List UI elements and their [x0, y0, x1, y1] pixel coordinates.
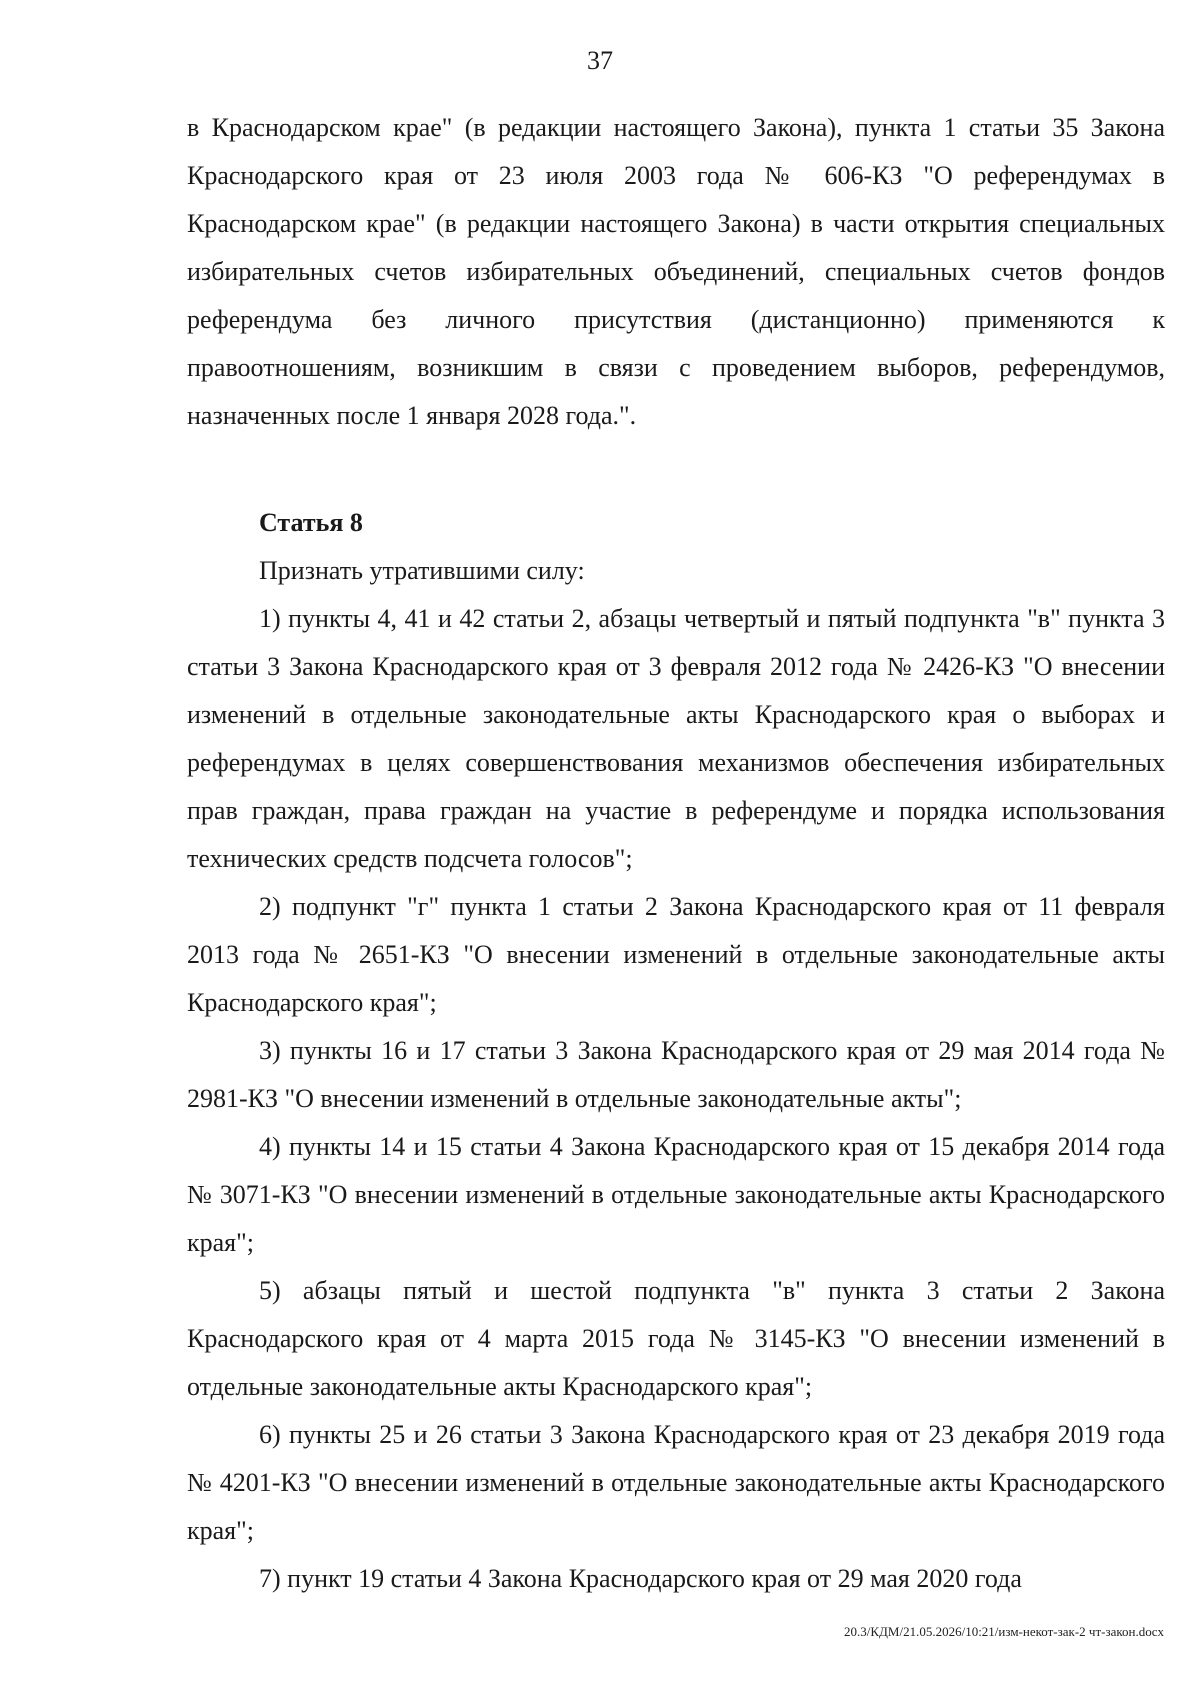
article-item-7: 7) пункт 19 статьи 4 Закона Краснодарского края от 29 мая 2020 года — [259, 1564, 1022, 1593]
article-intro: Признать утратившими силу: — [259, 556, 585, 585]
article-item-5: 5) абзацы пятый и шестой подпункта "в" пункта 3 статьи 2 Закона Краснодарского края от 4 марта 2015 года № 3145-КЗ "О внесении изменений в отдельные законодательные акты Краснодарского края"; — [187, 1276, 1165, 1401]
article-item-6: 6) пункты 25 и 26 статьи 3 Закона Краснодарского края от 23 декабря 2019 года № 4201-КЗ "О внесении изменений в отдельные законодательные акты Краснодарского края"; — [187, 1420, 1165, 1545]
lead-paragraph: в Краснодарском крае" (в редакции настоящего Закона), пункта 1 статьи 35 Закона Краснодарского края от 23 июля 2003 года № 606-КЗ "О референдумах в Краснодарском крае" (в редакции настоящего Закона) в части открытия специальных избирательных счетов избирательных объединений, специальных счетов фондов референдума без личного присутствия (дистанционно) применяются к правоотношениям, возникшим в связи с проведением выборов, референдумов, назначенных после 1 января 2028 года.". — [187, 113, 1165, 430]
article-title: Статья 8 — [259, 508, 363, 537]
article-section — [187, 499, 1165, 1603]
article-item-2: 2) подпункт "г" пункта 1 статьи 2 Закона Краснодарского края от 11 февраля 2013 года № 2651-КЗ "О внесении изменений в отдельные законодательные акты Краснодарского края"; — [187, 892, 1165, 1017]
lead-paragraph-block — [187, 104, 1165, 440]
document-file-reference: 20.3/КДМ/21.05.2026/10:21/изм-некот-зак-2 чт-закон.docx — [844, 1624, 1164, 1639]
article-item-3: 3) пункты 16 и 17 статьи 3 Закона Краснодарского края от 29 мая 2014 года № 2981-КЗ "О внесении изменений в отдельные законодательные акты"; — [187, 1036, 1165, 1113]
article-item-1: 1) пункты 4, 41 и 42 статьи 2, абзацы четвертый и пятый подпункта "в" пункта 3 статьи 3 Закона Краснодарского края от 3 февраля 2012 года № 2426-КЗ "О внесении изменений в отдельные законодательные акты Краснодарского края о выборах и референдумах в целях совершенствования механизмов обеспечения избирательных прав граждан, права граждан на участие в референдуме и порядка использования технических средств подсчета голосов"; — [187, 604, 1165, 873]
article-item-4: 4) пункты 14 и 15 статьи 4 Закона Краснодарского края от 15 декабря 2014 года № 3071-КЗ "О внесении изменений в отдельные законодательные акты Краснодарского края"; — [187, 1132, 1165, 1257]
page-number: 37 — [587, 46, 613, 75]
